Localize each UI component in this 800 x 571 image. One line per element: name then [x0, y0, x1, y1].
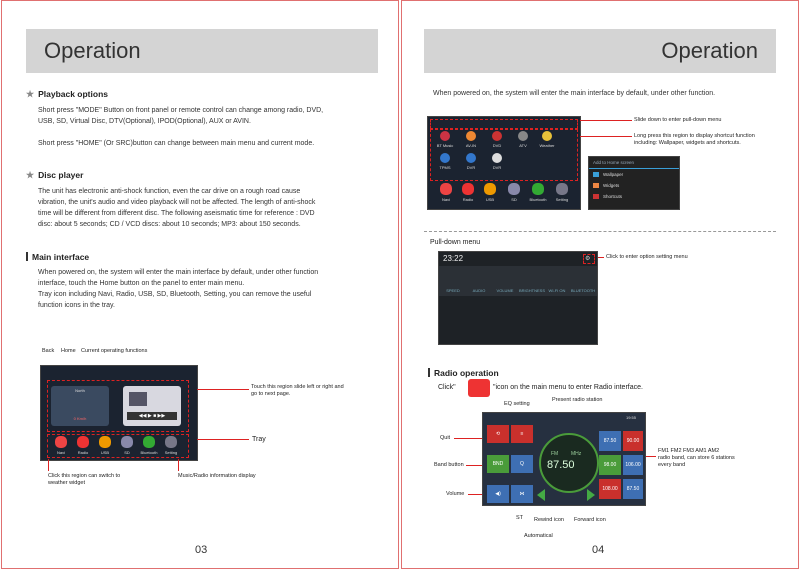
forward-callout: Forward icon	[574, 517, 606, 523]
page-number: 04	[592, 544, 605, 556]
tray-label: Radio	[462, 197, 474, 202]
preset-button[interactable]: 87.50	[623, 479, 643, 499]
music-callout: Music/Radio information display	[178, 473, 256, 479]
add-home-menu	[588, 156, 680, 210]
band-button[interactable]: BND	[487, 455, 509, 473]
right-page	[401, 0, 799, 569]
setting-icon[interactable]	[165, 436, 177, 448]
click-post: "icon on the main menu to enter Radio interface.	[493, 384, 643, 391]
tpms-icon[interactable]	[440, 153, 450, 163]
usb-icon[interactable]	[484, 183, 496, 195]
quit-callout: Quit	[440, 435, 451, 441]
dvr-icon[interactable]	[492, 153, 502, 163]
main-heading: Main interface	[26, 252, 89, 262]
pulldown-item[interactable]: VOLUME	[496, 288, 514, 293]
navi-icon[interactable]	[440, 183, 452, 195]
tray-label: SD	[124, 450, 130, 455]
tray-label: SD	[511, 197, 517, 202]
usb-icon[interactable]	[99, 436, 111, 448]
band-label: FM	[551, 451, 559, 457]
st-callout: ST	[516, 515, 524, 521]
main-screen	[40, 365, 198, 461]
dvd-icon[interactable]	[492, 131, 502, 141]
right-header: Operation	[424, 29, 776, 73]
band-info-callout: FM1 FM2 FM3 AM1 AM2 radio band, can store 6 stations every band	[658, 448, 735, 468]
tray-label: Navi	[56, 450, 65, 455]
preset-button[interactable]: 106.00	[623, 455, 643, 475]
sd-icon[interactable]	[508, 183, 520, 195]
nav-widget[interactable]	[51, 386, 109, 426]
music-widget[interactable]	[123, 386, 181, 426]
star-icon: ★	[26, 89, 35, 99]
preset-button[interactable]: 98.00	[599, 455, 621, 475]
band-callout: Band button	[434, 462, 464, 468]
add-menu-title: Add to Home screen	[589, 157, 679, 169]
speed-label: 0 Km/h	[73, 416, 87, 421]
mhz-label: MHz	[571, 451, 582, 457]
pulldown-time: 23:22	[443, 254, 464, 263]
main-text: When powered on, the system will enter the main interface by default, under other function interface, touch the Home button on the panel to enter main menu. Tray icon including Navi, Radio, USB, SD, Bluetooth, Setting, you can remove the useful function icons in the tray.	[38, 269, 319, 309]
tray-label: Radio	[77, 450, 89, 455]
pulldown-title: Pull-down menu	[430, 239, 481, 246]
tray-label: Bluetooth	[529, 197, 547, 202]
tray-label: USB	[485, 197, 495, 202]
bluetooth-icon[interactable]	[143, 436, 155, 448]
radio-screen	[482, 412, 646, 506]
disc-heading: ★ Disc player	[26, 170, 84, 180]
left-header: Operation	[26, 29, 378, 73]
dvr-icon[interactable]	[466, 153, 476, 163]
longpress-callout: Long press this region to display shortcut function including: Wallpaper, widgets and shortcuts.	[634, 133, 755, 146]
divider	[424, 231, 776, 232]
weather-callout: Click this region can switch to weather widget	[48, 473, 121, 486]
st-button[interactable]: ⋈	[511, 485, 533, 503]
bt-music-icon[interactable]	[440, 131, 450, 141]
app-label: TPMS	[439, 165, 451, 170]
disc-text: The unit has electronic anti-shock function, even the car drive on a rough road cause vibration, the unit's audio and video playback will not be affected. The length of anti-shock time will be different from different disc. The following aseismatic time for reference : DVD disc: about 5 seconds; CD / VCD discs: about 10 seconds; MP3: about 150 seconds.	[38, 188, 316, 228]
app-label: Weather	[539, 143, 555, 148]
navi-icon[interactable]	[55, 436, 67, 448]
app-label: AV-IN	[465, 143, 477, 148]
left-page	[1, 0, 399, 569]
pulldown-item[interactable]: AUDIO	[472, 288, 486, 293]
label-current: Current operating functions	[81, 348, 148, 354]
app-label: DVR	[492, 165, 502, 170]
menu-widgets[interactable]: Widgets	[589, 180, 679, 191]
eq-button[interactable]: ≡	[511, 425, 533, 443]
search-button[interactable]: Q	[511, 455, 533, 473]
tray-label: Navi	[441, 197, 450, 202]
radio-heading: Radio operation	[428, 368, 499, 378]
widgets-icon	[593, 183, 599, 188]
tray-label: Bluetooth	[140, 450, 158, 455]
pulldown-screen	[438, 251, 598, 345]
home-screen	[427, 116, 581, 210]
preset-callout: Present radio station	[552, 397, 603, 403]
auto-callout: Automatical	[524, 533, 553, 539]
preset-button[interactable]: 90.00	[623, 431, 643, 451]
quit-button[interactable]: ⟲	[487, 425, 509, 443]
app-label: DVR	[466, 165, 476, 170]
settings-callout: Click to enter option setting menu	[606, 254, 688, 260]
volume-callout: Volume	[446, 491, 465, 497]
wallpaper-icon	[593, 172, 599, 177]
label-home: Home	[61, 348, 76, 354]
preset-button[interactable]: 108.00	[599, 479, 621, 499]
pulldown-item[interactable]: BLUETOOTH	[570, 288, 596, 293]
menu-shortcuts[interactable]: Shortcuts	[589, 191, 679, 202]
playback-heading: ★ Playback options	[26, 89, 108, 99]
star-icon: ★	[26, 170, 35, 180]
app-label: DVD	[492, 143, 502, 148]
touch-callout: Touch this region slide left or right and go to next page.	[251, 384, 344, 397]
longpress-region[interactable]	[430, 129, 578, 181]
pulldown-region[interactable]	[430, 119, 578, 129]
shortcuts-icon	[593, 194, 599, 199]
forward-icon[interactable]	[587, 489, 595, 501]
tray-label: Setting	[164, 450, 178, 455]
preset-button[interactable]: 87.50	[599, 431, 621, 451]
menu-wallpaper[interactable]: Wallpaper	[589, 169, 679, 180]
app-label: ATV	[519, 143, 527, 148]
frequency-dial	[539, 433, 599, 493]
pulldown-item[interactable]: WI-FI ON	[548, 288, 566, 293]
intro-text: When powered on, the system will enter the main interface by default, under other function.	[433, 90, 716, 97]
playback-text: Short press "MODE" Button on front panel or remote control can change among radio, DVD, USB, SD, Virtual Disc, DTV(Optional), IPOD(Optional), AUX or AVIN. Short press "HOME" (Or SRC)button can change between main menu and current mode.	[38, 107, 324, 147]
tray-label: USB	[100, 450, 110, 455]
tray-callout: Tray	[252, 436, 266, 443]
pulldown-item[interactable]: BRIGHTNESS	[519, 288, 546, 293]
bluetooth-icon[interactable]	[532, 183, 544, 195]
pulldown-item[interactable]: SPEED	[446, 288, 460, 293]
eq-callout: EQ setting	[504, 401, 530, 407]
north-label: North	[75, 388, 85, 393]
sd-icon[interactable]	[121, 436, 133, 448]
weather-icon[interactable]	[542, 131, 552, 141]
click-pre: Click"	[438, 384, 456, 391]
tray-label: Setting	[555, 197, 569, 202]
radio-icon[interactable]	[77, 436, 89, 448]
radio-app-icon[interactable]	[468, 379, 490, 397]
radio-time: 19:55	[625, 415, 636, 420]
radio-icon[interactable]	[462, 183, 474, 195]
app-label: BT Music	[436, 143, 454, 148]
label-back: Back	[42, 348, 55, 354]
page-number: 03	[195, 544, 208, 556]
setting-icon[interactable]	[556, 183, 568, 195]
playback-controls[interactable]: ◀◀ ▶ ■ ▶▶	[127, 412, 177, 420]
rewind-icon[interactable]	[537, 489, 545, 501]
atv-icon[interactable]	[518, 131, 528, 141]
frequency-display: 87.50	[547, 459, 575, 471]
settings-icon[interactable]: ⚙	[585, 256, 591, 262]
volume-button[interactable]: ◀)	[487, 485, 509, 503]
slide-callout: Slide down to enter pull-down menu	[634, 117, 722, 123]
avin-icon[interactable]	[466, 131, 476, 141]
rewind-callout: Rewind icon	[534, 517, 564, 523]
